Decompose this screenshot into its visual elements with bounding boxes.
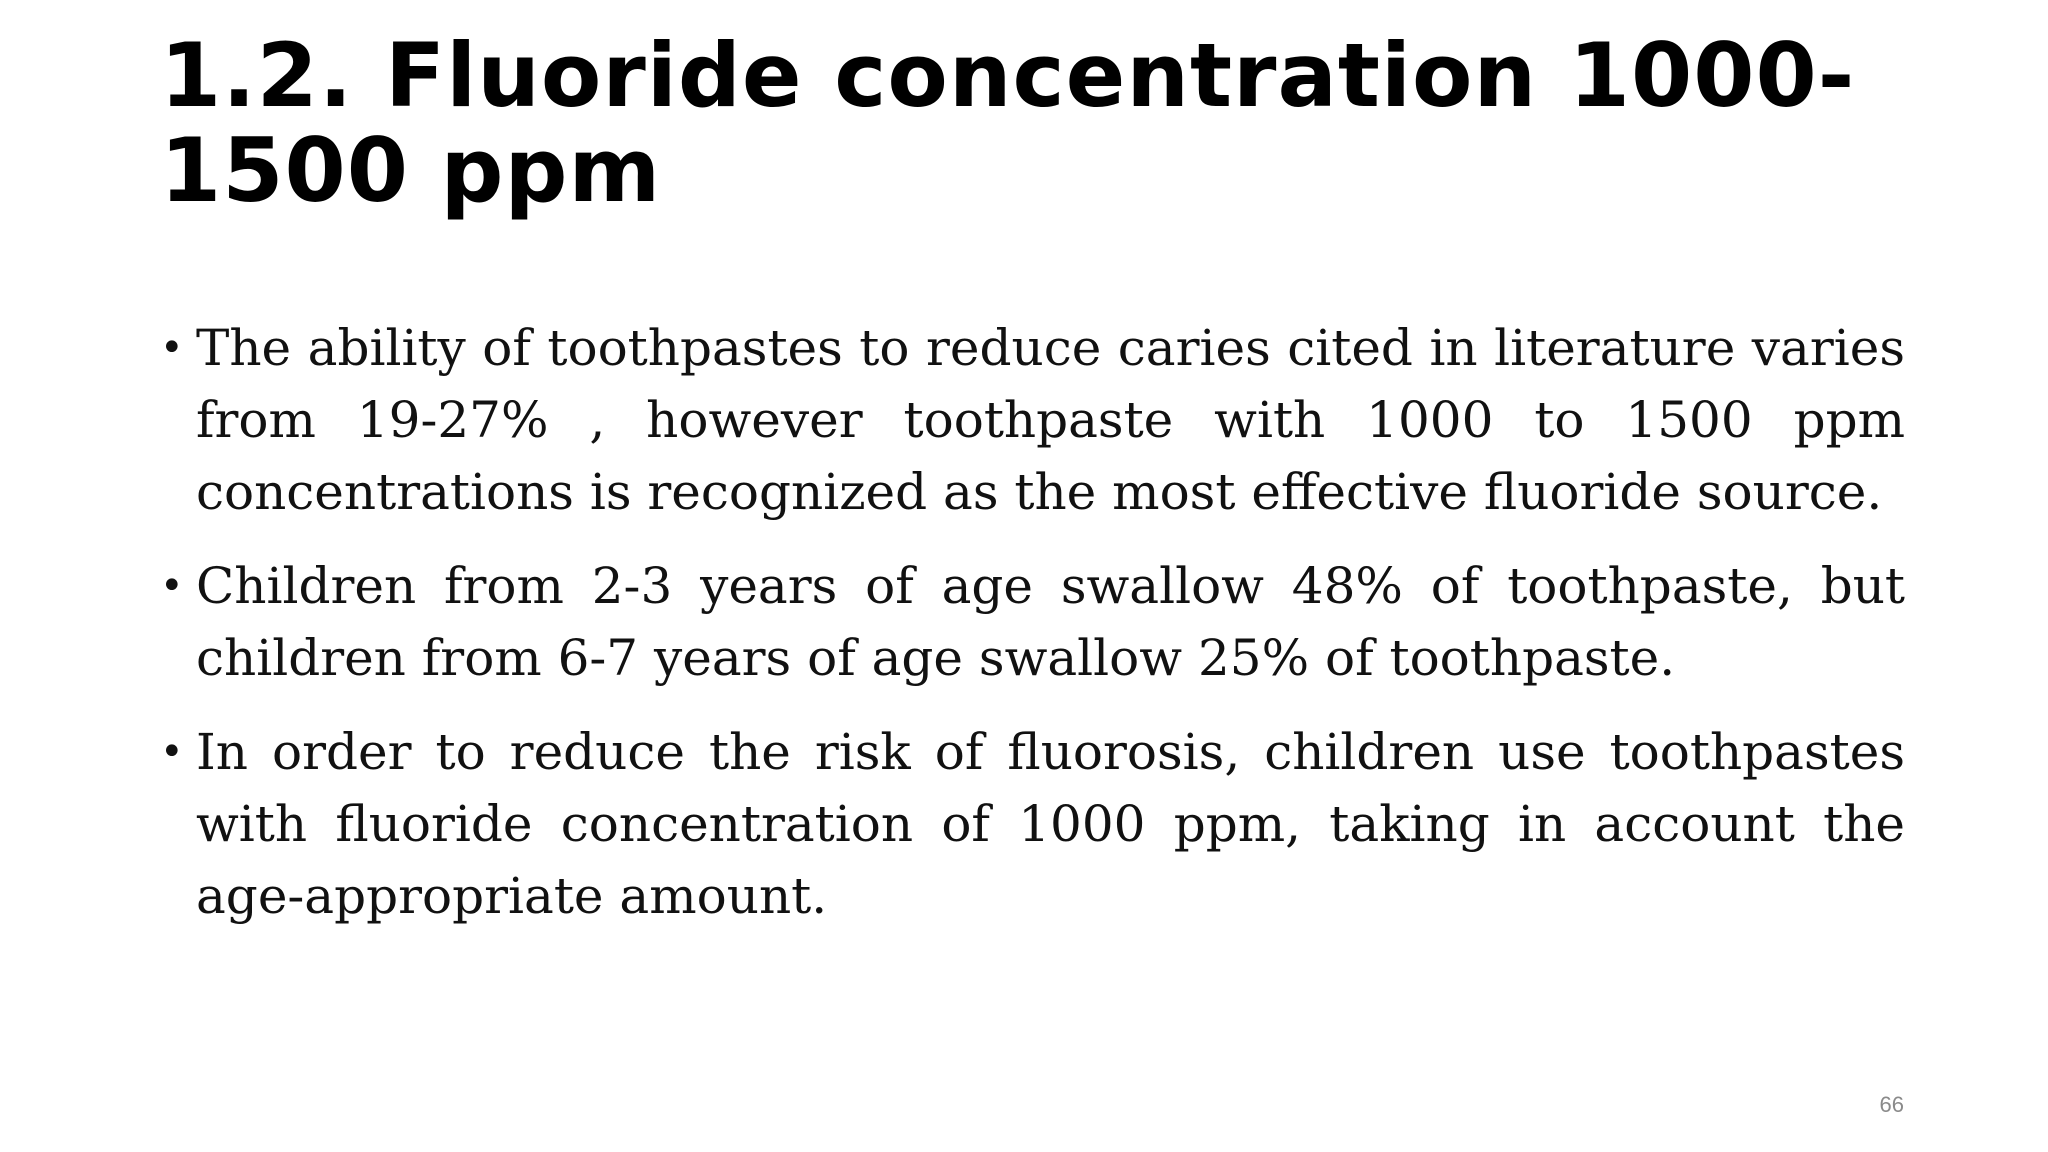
bullet-text: Children from 2-3 years of age swallow 48% of toothpaste, but children from 6-7 years of age swallow 25% of toothpaste. <box>196 557 1905 687</box>
bullet-text: The ability of toothpastes to reduce caries cited in literature varies from 19-27% , however toothpaste with 1000 to 1500 ppm concentrations is recognized as the most effective fluoride source. <box>196 319 1905 521</box>
slide-title: 1.2. Fluoride concentration 1000-1500 ppm <box>160 24 1856 222</box>
bullet-list <box>160 312 1905 954</box>
page-number: 66 <box>1879 1092 1904 1117</box>
bullet-text: In order to reduce the risk of fluorosis, children use toothpastes with fluoride concentration of 1000 ppm, taking in account the age-appropriate amount. <box>196 723 1905 925</box>
bullet-dot-icon: • <box>160 325 184 371</box>
bullet-dot-icon: • <box>160 729 184 775</box>
bullet-item <box>160 312 1905 528</box>
bullet-item <box>160 550 1905 694</box>
bullet-item <box>160 716 1905 932</box>
bullet-dot-icon: • <box>160 563 184 609</box>
